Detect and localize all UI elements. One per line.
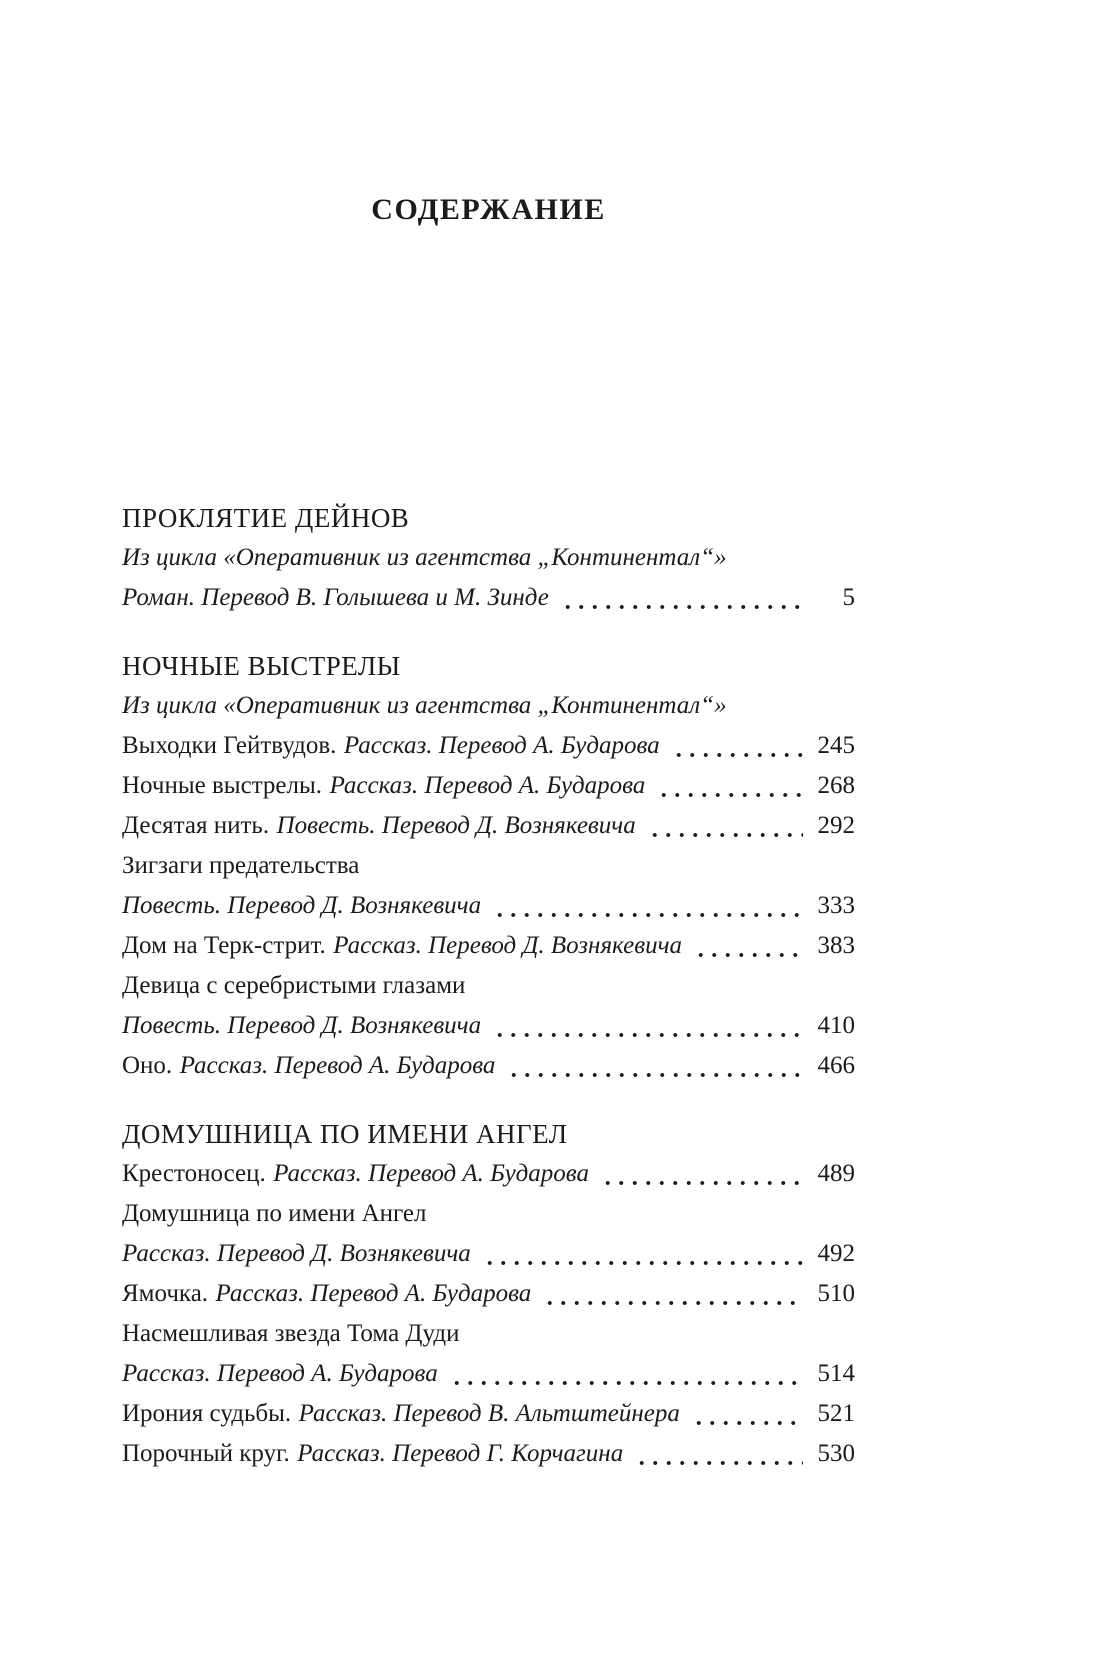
toc-entry [122, 1354, 855, 1394]
toc-entry [122, 578, 855, 618]
entry-credit: Повесть. Перевод Д. Вознякевича [122, 892, 482, 919]
toc-entry-title-line [122, 1194, 855, 1234]
dot-leader [450, 1354, 803, 1394]
entry-title: Домушница по имени Ангел [122, 1200, 427, 1227]
toc-entry [122, 1274, 855, 1314]
entry-title: Дом на Терк-стрит. [122, 932, 326, 959]
page-number: 521 [817, 1400, 855, 1427]
section-subtitle: Из цикла «Оперативник из агентства „Континентал“» [122, 544, 727, 571]
toc-entry [122, 1006, 855, 1046]
entry-title: Ирония судьбы. [122, 1400, 292, 1427]
entry-credit: Рассказ. Перевод Г. Корчагина [297, 1440, 624, 1467]
page-number: 268 [817, 772, 855, 799]
dot-leader [543, 1274, 803, 1314]
entry-credit: Повесть. Перевод Д. Вознякевича [276, 812, 636, 839]
dot-leader [672, 726, 803, 766]
page-title: СОДЕРЖАНИЕ [371, 193, 606, 226]
entry-title: Оно. [122, 1052, 173, 1079]
entry-credit: Рассказ. Перевод Д. Вознякевича [122, 1240, 471, 1267]
dot-leader [493, 886, 803, 926]
entry-credit: Рассказ. Перевод А. Бударова [273, 1160, 589, 1187]
toc-entry-title-line [122, 1314, 855, 1354]
entry-title: Выходки Гейтвудов. [122, 732, 337, 759]
page-number: 514 [817, 1360, 855, 1387]
entry-credit: Роман. Перевод В. Голышева и М. Зинде [122, 584, 549, 611]
toc-entry-title-line [122, 846, 855, 886]
page-number: 245 [817, 732, 855, 759]
page-number: 5 [842, 584, 855, 611]
entry-credit: Рассказ. Перевод А. Бударова [179, 1052, 496, 1079]
table-of-contents [122, 498, 855, 1474]
page-number: 383 [817, 932, 855, 959]
page-number: 489 [817, 1160, 855, 1187]
section-heading: ПРОКЛЯТИЕ ДЕЙНОВ [122, 503, 410, 533]
toc-section-prokljatie-dejnov [122, 498, 855, 618]
page-number: 466 [817, 1052, 855, 1079]
entry-title: Порочный круг. [122, 1440, 290, 1467]
page-number: 333 [817, 892, 855, 919]
entry-title: Зигзаги предательства [122, 852, 360, 879]
toc-entry [122, 1046, 855, 1086]
entry-title: Ямочка. [122, 1280, 209, 1307]
entry-title: Насмешливая звезда Тома Дуди [122, 1320, 460, 1347]
entry-title: Десятая нить. [122, 812, 270, 839]
dot-leader [601, 1154, 803, 1194]
dot-leader [657, 766, 803, 806]
dot-leader [483, 1234, 803, 1274]
page-number: 410 [817, 1012, 855, 1039]
entry-credit: Рассказ. Перевод А. Бударова [215, 1280, 532, 1307]
toc-section-nochnye-vystrely [122, 646, 855, 1086]
dot-leader [493, 1006, 803, 1046]
dot-leader [648, 806, 803, 846]
entry-credit: Рассказ. Перевод А. Бударова [343, 732, 660, 759]
page-number: 510 [817, 1280, 855, 1307]
toc-entry [122, 1234, 855, 1274]
page-number: 292 [817, 812, 855, 839]
toc-entry [122, 1434, 855, 1474]
entry-credit: Рассказ. Перевод В. Альтштейнера [298, 1400, 680, 1427]
entry-credit: Рассказ. Перевод Д. Вознякевича [333, 932, 683, 959]
dot-leader [561, 578, 803, 618]
dot-leader [507, 1046, 803, 1086]
page-number: 530 [817, 1440, 855, 1467]
section-heading: ДОМУШНИЦА ПО ИМЕНИ АНГЕЛ [122, 1119, 568, 1149]
dot-leader [635, 1434, 803, 1474]
toc-entry [122, 1394, 855, 1434]
toc-entry-title-line [122, 966, 855, 1006]
toc-entry [122, 1154, 855, 1194]
section-subtitle: Из цикла «Оперативник из агентства „Континентал“» [122, 692, 727, 719]
entry-credit: Рассказ. Перевод А. Бударова [122, 1360, 438, 1387]
toc-entry [122, 726, 855, 766]
entry-credit: Повесть. Перевод Д. Вознякевича [122, 1012, 482, 1039]
toc-entry [122, 806, 855, 846]
toc-entry [122, 926, 855, 966]
dot-leader [694, 926, 803, 966]
toc-section-domushnitsa [122, 1114, 855, 1474]
dot-leader [692, 1394, 803, 1434]
entry-title: Ночные выстрелы. [122, 772, 323, 799]
toc-entry [122, 766, 855, 806]
section-heading: НОЧНЫЕ ВЫСТРЕЛЫ [122, 651, 401, 681]
entry-title: Крестоносец. [122, 1160, 266, 1187]
page-number: 492 [817, 1240, 855, 1267]
entry-title: Девица с серебристыми глазами [122, 972, 466, 999]
toc-entry [122, 886, 855, 926]
entry-credit: Рассказ. Перевод А. Бударова [329, 772, 646, 799]
